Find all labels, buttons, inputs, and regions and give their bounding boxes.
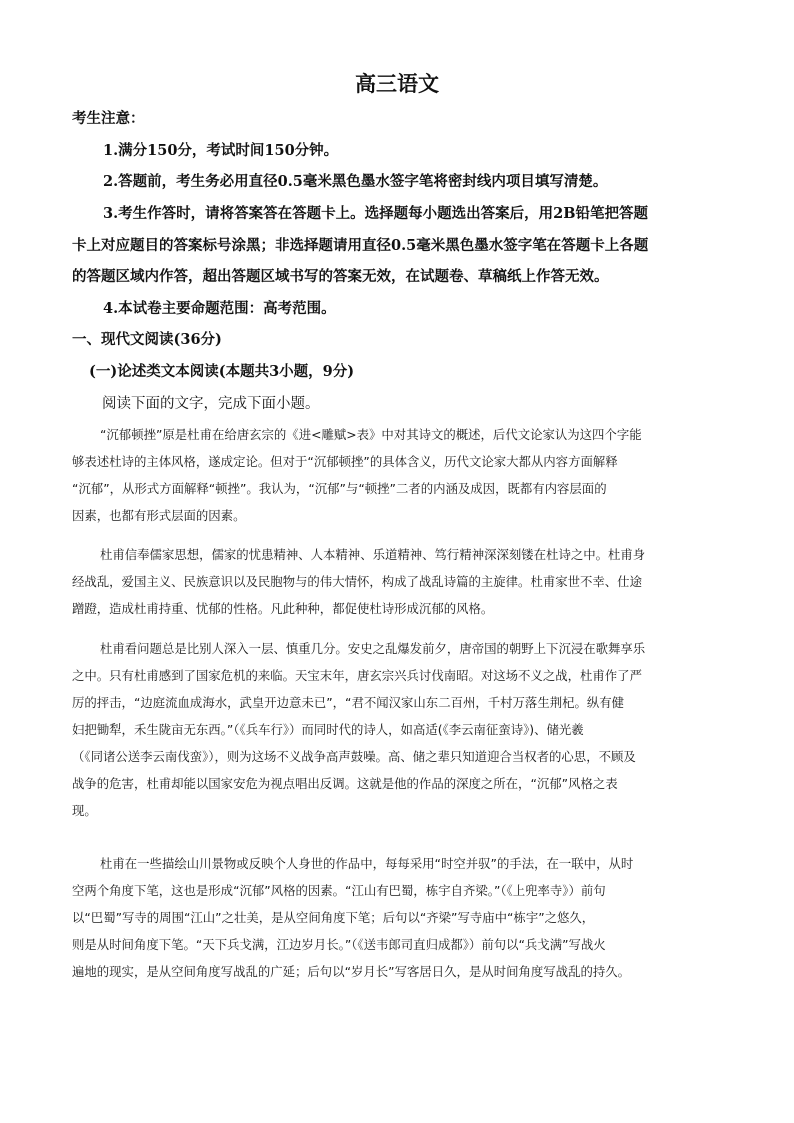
passage-line: 之中。只有杜甫感到了国家危机的来临。天宝末年，唐玄宗兴兵讨伐南昭。对这场不义之战，杜甫作了严 [72,668,642,683]
passage-line: 杜甫在一些描绘山川景物或反映个人身世的作品中，每每采用“时空并驭”的手法，在一联中，从时 [100,856,634,871]
notice-item-continued: 卡上对应题目的答案标号涂黑；非选择题请用直径0.5毫米黑色墨水签字笔在答题卡上各题 [72,237,649,254]
passage-line: 因素，也都有形式层面的因素。 [72,508,246,523]
page-title: 高三语文 [355,71,439,96]
passage-line: 以“巴蜀”写寺的周围“江山”之壮美，是从空间角度下笔；后句以“齐梁”写寺庙中“栋宇”之悠久， [72,910,595,925]
passage-line: 蹭蹬，造成杜甫持重、忧郁的性格。凡此种种，都促使杜诗形成沉郁的风格。 [72,601,494,616]
passage-line: 厉的抨击，“边庭流血成海水，武皇开边意未已”，“君不闻汉家山东二百州，千村万落生荆杞。纵有健 [72,695,625,710]
passage-line: 妇把锄犁，禾生陇亩无东西。”（《兵车行》）而同时代的诗人，如高适(《李云南征蛮诗》)、储光羲 [72,722,584,737]
passage-paragraph-1 [72,421,722,529]
notice-item: 4.本试卷主要命题范围：高考范围。 [103,300,336,317]
passage-paragraph-2 [72,541,722,622]
notice-item: 2.答题前，考生务必用直径0.5毫米黑色墨水签字笔将密封线内项目填写清楚。 [103,173,608,190]
passage-line: 空两个角度下笔，这也是形成“沉郁”风格的因素。“江山有巴蜀，栋宇自齐梁。”（《上兜率寺》）前句 [72,883,606,898]
passage-line: （《同诸公送李云南伐蛮》），则为这场不义战争高声鼓噪。高、储之辈只知道迎合当权者的心思，不顾及 [72,749,636,764]
passage-line: 现。 [72,803,97,818]
subsection-heading: (一)论述类文本阅读(本题共3小题，9分) [89,363,355,380]
section-heading: 一、现代文阅读(36分) [72,331,222,348]
passage-line: 则是从时间角度下笔。“天下兵戈满，江边岁月长。”（《送韦郎司直归成都》）前句以“兵戈满”写战火 [72,937,606,952]
notice-heading: 考生注意： [72,110,145,127]
reading-instruction: 阅读下面的文字，完成下面小题。 [102,396,320,412]
passage-line: 杜甫看问题总是比别人深入一层、慎重几分。安史之乱爆发前夕，唐帝国的朝野上下沉浸在歌舞享乐 [100,641,646,656]
passage-line: 遍地的现实，是从空间角度写战乱的广延；后句以“岁月长”写客居日久，是从时间角度写战乱的持久。 [72,964,631,979]
passage-line: “沉郁”，从形式方面解释“顿挫”。我认为，“沉郁”与“顿挫”二者的内涵及成因，既都有内容层面的 [72,481,607,496]
passage-line: 经战乱，爱国主义、民族意识以及民胞物与的伟大情怀，构成了战乱诗篇的主旋律。杜甫家世不幸、仕途 [72,574,642,589]
passage-line: 战争的危害，杜甫却能以国家安危为视点唱出反调。这就是他的作品的深度之所在，“沉郁”风格之表 [72,776,618,791]
passage-paragraph-4 [72,850,722,985]
notice-item: 3.考生作答时，请将答案答在答题卡上。选择题每小题选出答案后，用2B铅笔把答题 [103,205,648,222]
passage-line: “沉郁顿挫”原是杜甫在给唐玄宗的《进<雕赋>表》中对其诗文的概述，后代文论家认为这四个字能 [100,427,642,442]
passage-paragraph-3 [72,635,722,824]
passage-line: 杜甫信奉儒家思想，儒家的忧患精神、人本精神、乐道精神、笃行精神深深刻镂在杜诗之中。杜甫身 [100,547,646,562]
notice-item-continued: 的答题区域内作答，超出答题区域书写的答案无效，在试题卷、草稿纸上作答无效。 [72,268,609,285]
passage-line: 够表述杜诗的主体风格，遂成定论。但对于“沉郁顿挫”的具体含义，历代文论家大都从内容方面解释 [72,454,618,469]
notice-item: 1.满分150分，考试时间150分钟。 [103,142,339,159]
